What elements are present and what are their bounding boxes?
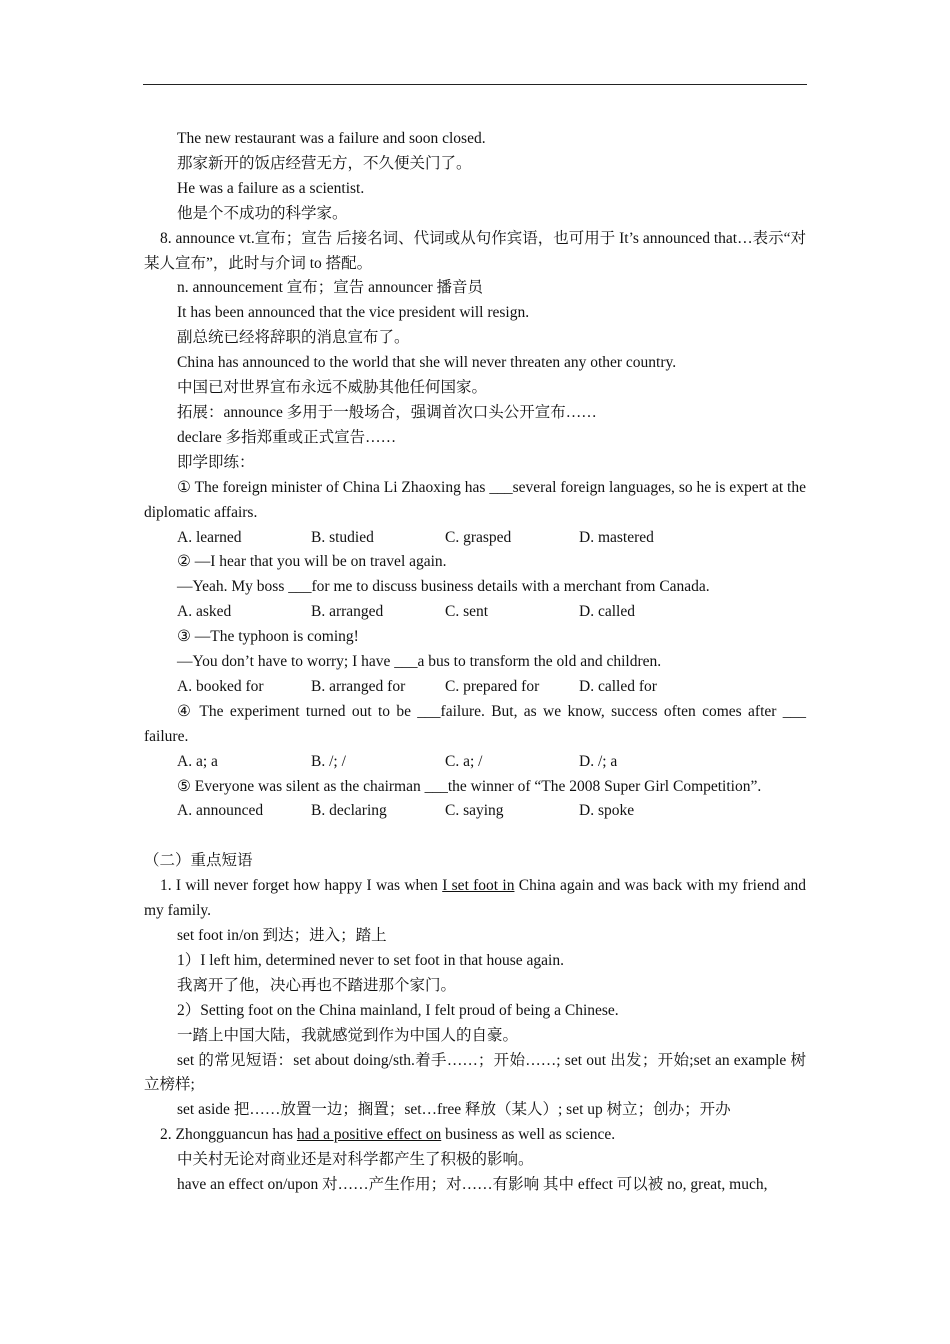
line-text: 1. I will never forget how happy I was when bbox=[160, 877, 443, 895]
answer-option: A. a; a bbox=[177, 752, 218, 770]
answer-options bbox=[144, 750, 806, 775]
line-text: China has announced to the world that she will never threaten any other country. bbox=[177, 354, 677, 372]
answer-option: D. called for bbox=[579, 677, 657, 695]
answer-option: C. sent bbox=[445, 603, 489, 621]
answer-option: D. /; a bbox=[579, 752, 618, 770]
text-line bbox=[144, 301, 806, 326]
text-line bbox=[144, 1024, 806, 1049]
numbered-item bbox=[144, 227, 806, 277]
line-text: set aside 把……放置一边；搁置；set…free 释放（某人）; set up 树立；创办；开办 bbox=[177, 1101, 731, 1119]
answer-option: A. announced bbox=[177, 802, 264, 820]
answer-option: D. mastered bbox=[579, 528, 654, 546]
answer-option: B. studied bbox=[311, 528, 374, 546]
line-text: n. announcement 宣布；宣告 announcer 播音员 bbox=[177, 279, 484, 297]
line-text: 2）Setting foot on the China mainland, I felt proud of being a Chinese. bbox=[177, 1001, 619, 1019]
answer-option: C. prepared for bbox=[445, 677, 540, 695]
text-line bbox=[144, 202, 806, 227]
line-text: 1）I left him, determined never to set foot in that house again. bbox=[177, 951, 564, 969]
text-line bbox=[144, 650, 806, 675]
answer-options bbox=[144, 526, 806, 551]
line-text: 拓展：announce 多用于一般场合，强调首次口头公开宣布…… bbox=[177, 403, 597, 421]
line-text: 我离开了他，决心再也不踏进那个家门。 bbox=[177, 976, 457, 994]
section-heading bbox=[144, 849, 806, 874]
line-text-continued: business as well as science. bbox=[441, 1126, 616, 1144]
answer-option: A. booked for bbox=[177, 677, 264, 695]
answer-option: A. learned bbox=[177, 528, 242, 546]
text-line bbox=[144, 152, 806, 177]
text-line bbox=[144, 401, 806, 426]
text-line bbox=[144, 924, 806, 949]
answer-option: C. grasped bbox=[445, 528, 512, 546]
text-line bbox=[144, 1173, 806, 1198]
text-line bbox=[144, 177, 806, 202]
line-text: —You don’t have to worry; I have ___a bus to transform the old and children. bbox=[177, 653, 662, 671]
line-text: ① The foreign minister of China Li Zhaoxing has ___several foreign languages, so he is expert at the diplomatic affairs. bbox=[144, 478, 806, 521]
text-line bbox=[144, 451, 806, 476]
text-line bbox=[144, 127, 806, 152]
answer-option: B. /; / bbox=[311, 752, 346, 770]
blank-line bbox=[144, 824, 806, 849]
line-text-continued: China again and was back with my friend and my family. bbox=[144, 877, 807, 920]
line-text: 即学即练： bbox=[177, 453, 255, 471]
text-line bbox=[144, 575, 806, 600]
text-line bbox=[144, 1098, 806, 1123]
line-text: 8. announce vt.宣布；宣告 后接名词、代词或从句作宾语，也可用于 It’s announced that…表示“对某人宣布”，此时与介词 to 搭配。 bbox=[144, 229, 806, 272]
text-line bbox=[144, 949, 806, 974]
underlined-phrase: had a positive effect on bbox=[296, 1126, 442, 1144]
line-text: It has been announced that the vice president will resign. bbox=[177, 304, 530, 322]
answer-option: B. arranged bbox=[311, 603, 384, 621]
line-text: ② —I hear that you will be on travel again. bbox=[177, 553, 447, 571]
text-line bbox=[144, 775, 806, 800]
text-line bbox=[144, 625, 806, 650]
answer-option: C. a; / bbox=[445, 752, 483, 770]
line-text: 2. Zhongguancun has bbox=[160, 1126, 297, 1144]
text-line bbox=[144, 326, 806, 351]
answer-option: D. spoke bbox=[579, 802, 635, 820]
line-text: set 的常见短语：set about doing/sth.着手……；开始……; set out 出发；开始;set an example 树立榜样; bbox=[144, 1051, 806, 1094]
numbered-item bbox=[144, 1123, 806, 1148]
line-text: （二）重点短语 bbox=[144, 852, 253, 870]
text-line bbox=[144, 376, 806, 401]
answer-options bbox=[144, 675, 806, 700]
text-line bbox=[144, 999, 806, 1024]
answer-option: B. declaring bbox=[311, 802, 387, 820]
line-text: ④ The experiment turned out to be ___failure. But, as we know, success often comes after ___ failure. bbox=[144, 702, 806, 745]
text-line bbox=[144, 276, 806, 301]
text-line bbox=[144, 351, 806, 376]
line-text: 副总统已经将辞职的消息宣布了。 bbox=[177, 329, 410, 347]
text-line bbox=[144, 476, 806, 526]
answer-option: C. saying bbox=[445, 802, 504, 820]
line-text: He was a failure as a scientist. bbox=[177, 179, 365, 197]
text-line bbox=[144, 974, 806, 999]
text-line bbox=[144, 700, 806, 750]
line-text: 他是个不成功的科学家。 bbox=[177, 204, 348, 222]
answer-option: A. asked bbox=[177, 603, 232, 621]
text-line bbox=[144, 550, 806, 575]
line-text: —Yeah. My boss ___for me to discuss business details with a merchant from Canada. bbox=[177, 578, 710, 596]
line-text: ⑤ Everyone was silent as the chairman ___the winner of “The 2008 Super Girl Competition”. bbox=[177, 777, 762, 795]
line-text: declare 多指郑重或正式宣告…… bbox=[177, 428, 397, 446]
line-text: have an effect on/upon 对……产生作用；对……有影响 其中 effect 可以被 no, great, much, bbox=[177, 1176, 768, 1194]
line-text: set foot in/on 到达；进入；踏上 bbox=[177, 926, 387, 944]
line-text: 中关村无论对商业还是对科学都产生了积极的影响。 bbox=[177, 1151, 534, 1169]
answer-option: B. arranged for bbox=[311, 677, 406, 695]
text-line bbox=[144, 426, 806, 451]
line-text: 那家新开的饭店经营无方，不久便关门了。 bbox=[177, 154, 472, 172]
line-text: 中国已对世界宣布永远不威胁其他任何国家。 bbox=[177, 379, 488, 397]
text-line bbox=[144, 1049, 806, 1099]
answer-option: D. called bbox=[579, 603, 635, 621]
line-text: ③ —The typhoon is coming! bbox=[177, 628, 359, 646]
answer-options bbox=[144, 799, 806, 824]
text-line bbox=[144, 1148, 806, 1173]
line-text: 一踏上中国大陆，我就感觉到作为中国人的自豪。 bbox=[177, 1026, 519, 1044]
underlined-phrase: I set foot in bbox=[442, 877, 515, 895]
answer-options bbox=[144, 600, 806, 625]
document-body bbox=[144, 127, 806, 1198]
line-text: The new restaurant was a failure and soon closed. bbox=[177, 130, 486, 147]
header-rule bbox=[143, 84, 807, 85]
numbered-item bbox=[144, 874, 806, 924]
